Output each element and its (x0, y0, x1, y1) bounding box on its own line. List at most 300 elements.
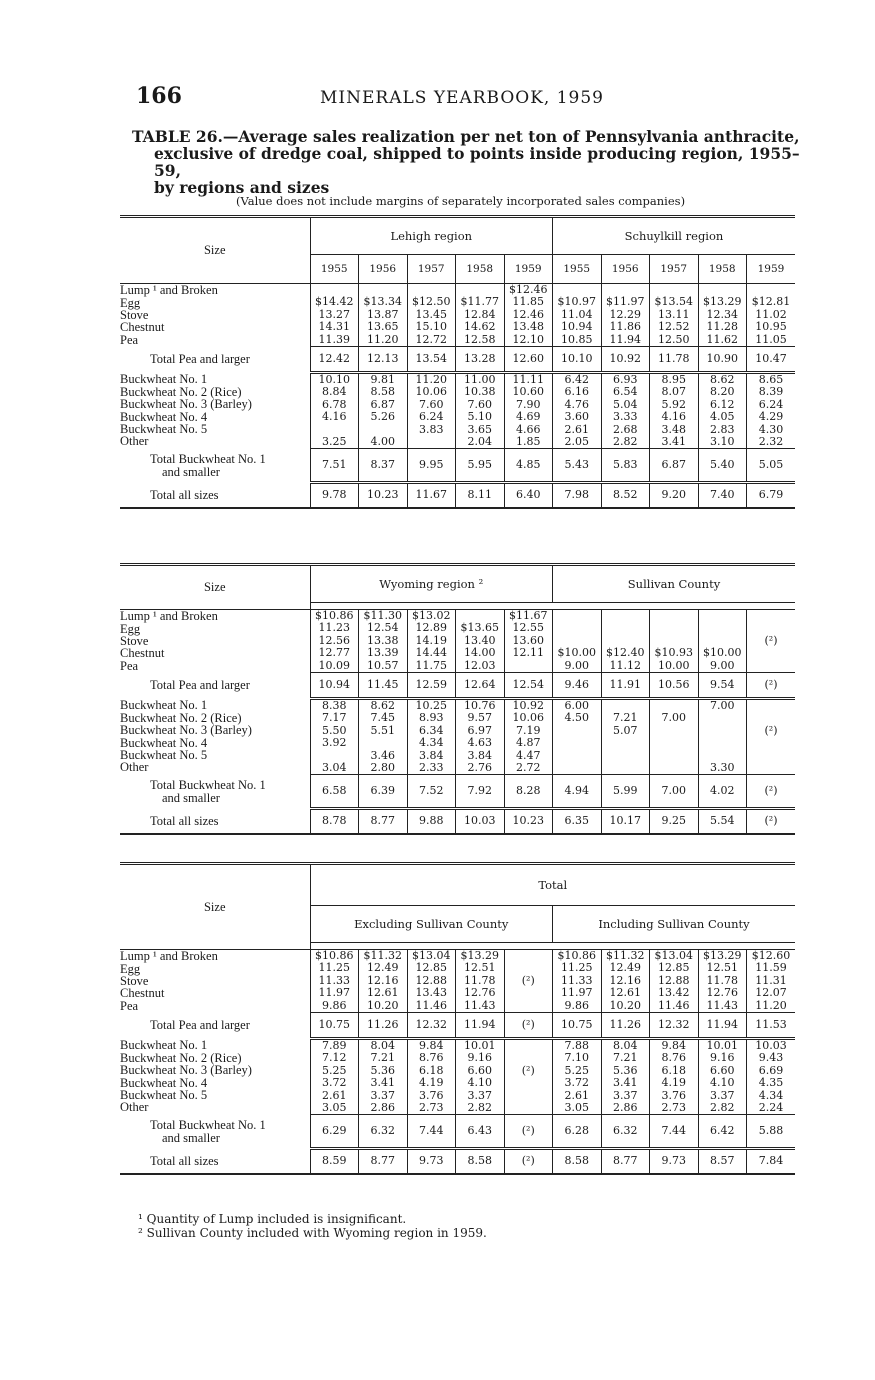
value-column (747, 950, 796, 1013)
value-cell: 2.73 (419, 1100, 444, 1114)
value-column (504, 372, 553, 448)
value-cell: 2.05 (564, 434, 589, 448)
total-all-value: 11.67 (407, 483, 456, 508)
total-pea-value: 12.32 (407, 1012, 456, 1038)
total-pea-value: 10.56 (650, 672, 699, 698)
value-cell: 12.85 (658, 961, 690, 975)
value-cell: 11.62 (706, 332, 738, 346)
value-cell (505, 962, 553, 974)
value-cell: $13.02 (412, 609, 451, 622)
value-cell: 6.00 (564, 698, 589, 712)
total-buckwheat-value: 5.05 (747, 449, 796, 483)
value-cell (602, 737, 650, 749)
value-cell: 3.05 (322, 1100, 347, 1114)
value-column (698, 372, 747, 448)
total-buckwheat-value: 8.28 (504, 775, 553, 809)
value-cell: 2.82 (613, 434, 638, 448)
value-cell: 3.41 (370, 1076, 395, 1090)
value-cell (650, 725, 698, 737)
total-all-value: 9.73 (407, 1149, 456, 1174)
value-column (310, 284, 359, 347)
value-cell: 11.25 (561, 961, 593, 975)
value-cell: 9.00 (710, 658, 735, 672)
data-table (120, 862, 795, 1175)
value-cell: 4.47 (516, 748, 541, 762)
value-cell: 11.20 (367, 332, 399, 346)
value-column (310, 372, 359, 448)
value-cell: 3.48 (661, 422, 686, 436)
value-cell (602, 762, 650, 774)
value-cell: 12.61 (609, 986, 641, 1000)
value-column (601, 1038, 650, 1114)
value-cell: 10.92 (512, 698, 544, 712)
total-all-value: (²) (747, 809, 796, 834)
value-cell: 12.61 (367, 986, 399, 1000)
value-cell: 10.06 (512, 711, 544, 725)
year-header: 1956 (359, 255, 408, 284)
value-cell: 12.85 (415, 961, 447, 975)
value-cell: 13.27 (318, 307, 350, 321)
value-cell: $11.30 (363, 609, 402, 622)
value-cell: 10.76 (464, 698, 496, 712)
value-column (456, 284, 505, 347)
value-cell: 7.21 (613, 711, 638, 725)
total-buckwheat-value: (²) (504, 1115, 553, 1149)
value-cell: 11.33 (561, 973, 593, 987)
value-cell: 9.16 (710, 1051, 735, 1065)
total-pea-value: 10.47 (747, 346, 796, 372)
value-cell: 2.80 (370, 760, 395, 774)
value-column (698, 610, 747, 673)
value-cell: 2.04 (467, 434, 492, 448)
region-header-left: Wyoming region ² (310, 565, 553, 603)
year-header: 1958 (456, 255, 505, 284)
value-cell: 4.19 (419, 1076, 444, 1090)
year-header: 1959 (747, 255, 796, 284)
value-cell: (²) (521, 973, 535, 987)
value-cell: 12.88 (415, 973, 447, 987)
total-buckwheat-value: 6.42 (698, 1115, 747, 1149)
value-cell: 2.86 (613, 1100, 638, 1114)
value-cell: 10.25 (415, 698, 447, 712)
value-cell: 5.07 (613, 723, 638, 737)
value-cell: 11.43 (464, 998, 496, 1012)
value-cell (747, 610, 795, 622)
total-all-value: 6.35 (553, 809, 602, 834)
total-buckwheat-value: 5.88 (747, 1115, 796, 1149)
value-cell: 6.42 (564, 372, 589, 386)
value-cell: 10.95 (755, 320, 787, 334)
year-header: 1957 (407, 255, 456, 284)
value-column (601, 284, 650, 347)
year-header: 1957 (650, 255, 699, 284)
value-column (698, 1038, 747, 1114)
value-cell: 12.58 (464, 332, 496, 346)
total-pea-value: 10.75 (310, 1012, 359, 1038)
value-cell: $11.32 (606, 949, 645, 962)
total-all-value: 8.11 (456, 483, 505, 508)
value-cell: 6.18 (419, 1063, 444, 1077)
value-column (553, 698, 602, 774)
data-table (120, 563, 795, 835)
value-cell: 8.93 (419, 711, 444, 725)
size-label: Buckwheat No. 2 (Rice) (120, 710, 242, 725)
total-buckwheat-value: 4.85 (504, 449, 553, 483)
value-column (456, 950, 505, 1013)
size-label: Buckwheat No. 4 (120, 735, 208, 750)
value-cell: 12.49 (367, 961, 399, 975)
value-column (650, 1038, 699, 1114)
value-cell: 7.00 (710, 698, 735, 712)
total-buckwheat-label-2: and smaller (162, 790, 220, 805)
value-cell: 12.03 (464, 658, 496, 672)
value-cell: 12.52 (658, 320, 690, 334)
value-cell: 3.41 (661, 434, 686, 448)
value-column (650, 284, 699, 347)
value-column (310, 698, 359, 774)
value-column (359, 950, 408, 1013)
total-pea-value: 10.75 (553, 1012, 602, 1038)
value-cell: 12.46 (512, 307, 544, 321)
size-label: Pea (120, 332, 139, 347)
value-cell: 11.02 (755, 307, 787, 321)
total-all-label: Total all sizes (150, 813, 219, 828)
value-cell: 13.87 (367, 307, 399, 321)
size-label: Buckwheat No. 3 (Barley) (120, 1063, 252, 1078)
value-cell: 5.36 (370, 1063, 395, 1077)
value-column (407, 698, 456, 774)
value-cell: 10.94 (561, 320, 593, 334)
total-pea-value: 11.91 (601, 672, 650, 698)
value-cell (505, 950, 553, 962)
value-cell: 3.37 (467, 1088, 492, 1102)
total-all-value: 6.79 (747, 483, 796, 508)
total-pea-value: 10.10 (553, 346, 602, 372)
value-cell: 4.30 (758, 422, 784, 436)
value-column (747, 1038, 796, 1114)
value-cell (408, 436, 456, 448)
value-cell: 4.87 (516, 736, 541, 750)
total-buckwheat-value: 7.00 (650, 775, 699, 809)
value-cell: 8.39 (758, 385, 784, 399)
total-all-value: 8.57 (698, 1149, 747, 1174)
value-cell: 13.60 (512, 633, 544, 647)
value-cell (650, 750, 698, 762)
value-cell: 5.36 (613, 1063, 638, 1077)
value-cell: $10.97 (557, 295, 596, 309)
value-cell: 8.07 (661, 385, 686, 399)
value-cell (650, 762, 698, 774)
value-cell: 5.04 (613, 397, 638, 411)
value-cell: 3.05 (564, 1100, 589, 1114)
table-title (132, 128, 802, 196)
value-cell: 13.11 (658, 307, 690, 321)
total-pea-label: Total Pea and larger (150, 1018, 250, 1033)
total-buckwheat-value: 7.52 (407, 775, 456, 809)
value-cell: 3.25 (322, 434, 347, 448)
value-cell: 4.19 (661, 1076, 686, 1090)
value-column (310, 950, 359, 1013)
total-buckwheat-value: 6.32 (601, 1115, 650, 1149)
total-pea-value: 11.45 (359, 672, 408, 698)
value-cell: 6.60 (710, 1063, 735, 1077)
value-cell: 9.81 (370, 372, 395, 386)
value-cell: 11.97 (561, 986, 593, 1000)
value-cell: 9.43 (758, 1051, 784, 1065)
total-pea-value: 11.94 (456, 1012, 505, 1038)
value-cell (553, 762, 601, 774)
value-cell: 8.62 (710, 372, 735, 386)
total-all-value: 8.77 (601, 1149, 650, 1174)
value-cell: 10.60 (512, 385, 544, 399)
running-head: MINERALS YEARBOOK, 1959 (320, 88, 604, 108)
value-cell: 7.21 (613, 1051, 638, 1065)
total-buckwheat-value: 6.58 (310, 775, 359, 809)
size-label: Buckwheat No. 5 (120, 1088, 208, 1103)
value-cell: 2.61 (322, 1088, 347, 1102)
size-column-header: Size (120, 565, 310, 610)
value-column (650, 610, 699, 673)
value-cell: 8.84 (322, 385, 347, 399)
value-cell: 4.35 (758, 1076, 784, 1090)
size-label: Lump ¹ and Broken (120, 609, 218, 624)
size-label: Egg (120, 295, 141, 310)
value-cell: 12.51 (464, 961, 496, 975)
value-cell: 10.20 (367, 998, 399, 1012)
value-cell: 6.24 (419, 410, 444, 424)
value-cell: 8.38 (322, 698, 347, 712)
total-buckwheat-value: 4.94 (553, 775, 602, 809)
region-header-right: Including Sullivan County (553, 906, 796, 943)
value-cell: $13.04 (654, 949, 693, 962)
value-column (553, 610, 602, 673)
title-line-1: TABLE 26.—Average sales realization per net ton of Pennsylvania anthracite, (132, 127, 800, 146)
total-buckwheat-label-2: and smaller (162, 1130, 220, 1145)
value-cell: 4.50 (564, 711, 589, 725)
value-cell (650, 610, 698, 622)
value-column (407, 284, 456, 347)
value-cell: 9.84 (661, 1038, 686, 1052)
value-cell: 13.65 (367, 320, 399, 334)
total-buckwheat-value: 5.40 (698, 449, 747, 483)
value-cell: 13.43 (415, 986, 447, 1000)
size-label: Pea (120, 658, 139, 673)
size-label: Chestnut (120, 986, 165, 1001)
value-cell (602, 610, 650, 622)
value-column (504, 950, 553, 1013)
value-column (359, 698, 408, 774)
value-cell: 4.16 (322, 410, 347, 424)
value-cell: 3.83 (419, 422, 444, 436)
value-cell: 10.03 (755, 1038, 787, 1052)
value-cell: $13.34 (363, 295, 402, 309)
total-pea-value: 11.26 (601, 1012, 650, 1038)
value-cell (505, 987, 553, 999)
value-cell (650, 622, 698, 634)
total-buckwheat-value: 5.99 (601, 775, 650, 809)
value-cell: 3.84 (419, 748, 444, 762)
value-cell (747, 647, 795, 659)
value-cell: 2.82 (467, 1100, 492, 1114)
value-cell: 6.69 (758, 1063, 784, 1077)
size-label: Buckwheat No. 2 (Rice) (120, 1050, 242, 1065)
value-cell: 8.65 (758, 372, 784, 386)
total-all-value: 8.58 (553, 1149, 602, 1174)
total-buckwheat-label-2: and smaller (162, 464, 220, 479)
value-cell: 3.37 (613, 1088, 638, 1102)
total-pea-label: Total Pea and larger (150, 678, 250, 693)
total-pea-value: (²) (747, 672, 796, 698)
total-all-value: 8.77 (359, 809, 408, 834)
value-column (407, 372, 456, 448)
value-cell: 4.76 (564, 397, 589, 411)
value-cell: 12.76 (706, 986, 738, 1000)
value-cell: 13.40 (464, 633, 496, 647)
value-cell: 5.50 (322, 723, 347, 737)
value-cell: $13.29 (460, 949, 499, 962)
value-cell (505, 1090, 553, 1102)
value-cell: $10.93 (654, 646, 693, 660)
value-cell: 7.90 (516, 397, 541, 411)
value-cell (650, 737, 698, 749)
value-cell: 3.33 (613, 410, 638, 424)
total-buckwheat-value: 6.29 (310, 1115, 359, 1149)
value-cell: 12.49 (609, 961, 641, 975)
size-label: Buckwheat No. 5 (120, 748, 208, 763)
value-cell: 7.10 (564, 1051, 589, 1065)
value-cell: 9.57 (467, 711, 492, 725)
value-cell: 2.76 (467, 760, 492, 774)
value-cell (699, 610, 747, 622)
size-column-header: Size (120, 864, 310, 950)
value-cell: 14.31 (318, 320, 350, 334)
value-cell: 11.11 (512, 372, 544, 386)
year-header: 1959 (504, 255, 553, 284)
value-column (698, 284, 747, 347)
value-cell: 11.31 (755, 973, 787, 987)
value-cell: $10.86 (315, 949, 354, 962)
value-cell: 2.32 (758, 434, 784, 448)
value-cell: 14.44 (415, 646, 447, 660)
size-label: Lump ¹ and Broken (120, 949, 218, 964)
value-cell: 12.88 (658, 973, 690, 987)
value-cell: 12.07 (755, 986, 787, 1000)
value-cell: 6.60 (467, 1063, 492, 1077)
total-pea-value: 10.90 (698, 346, 747, 372)
value-column (698, 698, 747, 774)
total-buckwheat-label: Total Buckwheat No. 1 (150, 451, 266, 466)
year-header: 1955 (310, 255, 359, 284)
value-column (747, 284, 796, 347)
value-cell: (²) (521, 1063, 535, 1077)
value-cell: 4.29 (758, 410, 784, 424)
value-cell: 12.56 (318, 633, 350, 647)
value-cell: $13.29 (703, 949, 742, 962)
value-cell: 14.62 (464, 320, 496, 334)
value-cell: 11.86 (609, 320, 641, 334)
value-cell: 4.34 (758, 1088, 784, 1102)
total-all-label: Total all sizes (150, 487, 219, 502)
value-cell: $12.46 (509, 283, 548, 296)
value-cell: 11.00 (464, 372, 496, 386)
value-column (650, 372, 699, 448)
value-cell: 7.89 (322, 1038, 347, 1052)
total-all-value: 9.73 (650, 1149, 699, 1174)
value-cell: 3.72 (322, 1076, 347, 1090)
value-cell: 12.72 (415, 332, 447, 346)
value-cell: 6.18 (661, 1063, 686, 1077)
value-cell: 12.50 (658, 332, 690, 346)
total-all-value: 7.98 (553, 483, 602, 508)
value-cell: 4.34 (419, 736, 444, 750)
footnotes (138, 1212, 487, 1240)
total-pea-value: 12.32 (650, 1012, 699, 1038)
table-subtitle: (Value does not include margins of separately incorporated sales companies) (236, 194, 686, 208)
total-all-value: (²) (504, 1149, 553, 1174)
value-cell (747, 737, 795, 749)
value-cell: 3.46 (370, 748, 395, 762)
value-column (698, 950, 747, 1013)
total-buckwheat-value: 6.39 (359, 775, 408, 809)
value-cell: 10.20 (609, 998, 641, 1012)
value-cell: 3.92 (322, 736, 347, 750)
size-label: Egg (120, 961, 141, 976)
value-cell (747, 762, 795, 774)
value-cell: 2.61 (564, 1088, 589, 1102)
value-column (650, 698, 699, 774)
value-cell: $13.29 (703, 295, 742, 309)
total-buckwheat-value: 7.44 (650, 1115, 699, 1149)
value-cell: 11.33 (318, 973, 350, 987)
value-cell (505, 1040, 553, 1052)
value-cell: 11.20 (415, 372, 447, 386)
value-cell (747, 660, 795, 672)
value-cell (747, 700, 795, 712)
value-cell: 10.85 (561, 332, 593, 346)
size-label: Buckwheat No. 3 (Barley) (120, 723, 252, 738)
value-column (747, 372, 796, 448)
value-cell: 6.12 (710, 397, 735, 411)
value-cell: 12.16 (609, 973, 641, 987)
value-cell: 3.37 (370, 1088, 395, 1102)
value-cell: 8.62 (370, 698, 395, 712)
value-cell: 4.69 (516, 410, 541, 424)
value-cell: 11.28 (706, 320, 738, 334)
value-cell (505, 1052, 553, 1064)
value-cell: 5.92 (661, 397, 686, 411)
value-cell: 8.04 (370, 1038, 395, 1052)
total-buckwheat-value: (²) (747, 775, 796, 809)
value-cell: 9.86 (564, 998, 589, 1012)
value-cell: 14.00 (464, 646, 496, 660)
value-cell: 8.20 (710, 385, 735, 399)
value-cell: 8.95 (661, 372, 686, 386)
value-cell: 10.09 (318, 658, 350, 672)
value-cell: 4.63 (467, 736, 492, 750)
value-column (310, 1038, 359, 1114)
value-cell: 2.24 (758, 1100, 784, 1114)
total-buckwheat-value: 6.32 (359, 1115, 408, 1149)
value-cell: 10.01 (706, 1038, 738, 1052)
value-cell: 12.16 (367, 973, 399, 987)
total-buckwheat-value: 6.87 (650, 449, 699, 483)
value-cell: 12.55 (512, 621, 544, 635)
value-cell: 6.34 (419, 723, 444, 737)
value-cell: 9.00 (564, 658, 589, 672)
value-cell: 10.01 (464, 1038, 496, 1052)
total-pea-value: (²) (504, 1012, 553, 1038)
value-column (456, 610, 505, 673)
